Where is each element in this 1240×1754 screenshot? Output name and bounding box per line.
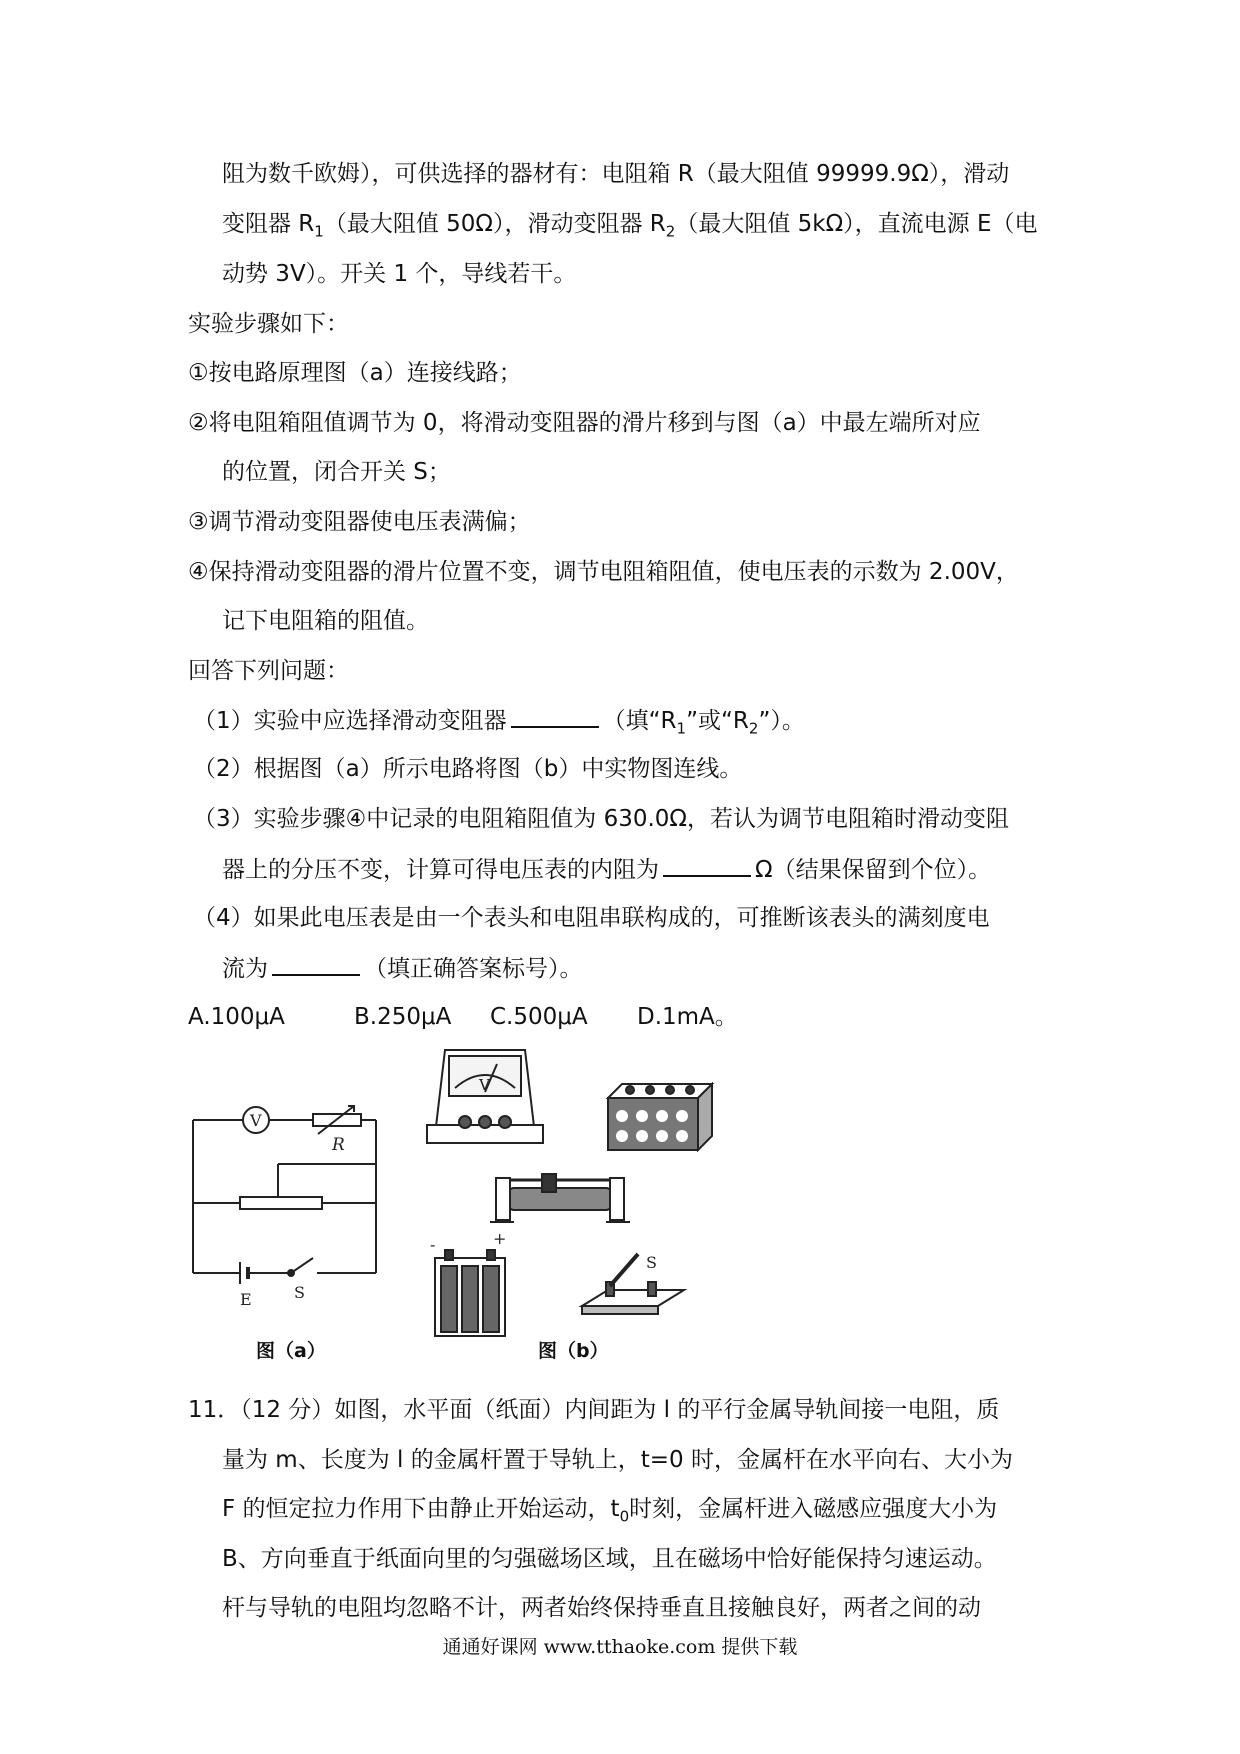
subscript: 1 bbox=[676, 719, 687, 738]
question-3: （3）实验步骤④中记录的电阻箱阻值为 630.0Ω，若认为调节电阻箱时滑动变阻 bbox=[193, 806, 1009, 832]
voltmeter-label: V bbox=[250, 1111, 262, 1130]
text-segment: （填“R bbox=[602, 708, 677, 734]
battery-label: E bbox=[240, 1290, 252, 1309]
option-d: D.1mA。 bbox=[637, 1004, 738, 1030]
text-line bbox=[222, 208, 1038, 248]
figure-b-caption: 图（b） bbox=[538, 1340, 609, 1362]
text-segment: ”）。 bbox=[758, 708, 805, 734]
option-b: B.250μA bbox=[354, 1004, 452, 1030]
problem-11-line: 11．（12 分）如图，水平面（纸面）内间距为 l 的平行金属导轨间接一电阻，质 bbox=[188, 1397, 1000, 1423]
question-1 bbox=[193, 704, 805, 745]
answer-blank-4[interactable] bbox=[272, 952, 360, 976]
battery-minus-label: - bbox=[430, 1235, 436, 1254]
figure-a-caption: 图（a） bbox=[256, 1340, 326, 1362]
switch-label: S bbox=[294, 1283, 305, 1302]
subscript: 1 bbox=[314, 222, 324, 241]
voltmeter-apparatus bbox=[425, 1040, 545, 1150]
text-line: 回答下列问题： bbox=[188, 658, 349, 684]
text-line: 阻为数千欧姆），可供选择的器材有：电阻箱 R（最大阻值 99999.9Ω），滑动 bbox=[222, 161, 1010, 187]
answer-blank-3[interactable] bbox=[663, 853, 751, 877]
text-segment: （最大阻值 50Ω），滑动变阻器 R bbox=[323, 211, 666, 237]
text-line: ④保持滑动变阻器的滑片位置不变，调节电阻箱阻值，使电压表的示数为 2.00V， bbox=[188, 559, 1019, 585]
resistor-box-label: R bbox=[332, 1135, 345, 1155]
text-line: 动势 3V）。开关 1 个，导线若干。 bbox=[222, 261, 577, 287]
text-segment: 器上的分压不变，计算可得电压表的内阻为 bbox=[222, 857, 659, 883]
text-segment: （填正确答案标号）。 bbox=[364, 956, 583, 982]
problem-11-line: 杆与导轨的电阻均忽略不计，两者始终保持垂直且接触良好，两者之间的动 bbox=[222, 1595, 981, 1621]
text-segment: 变阻器 R bbox=[222, 211, 315, 237]
text-line: ③调节滑动变阻器使电压表满偏； bbox=[188, 509, 531, 535]
problem-11-line: B、方向垂直于纸面向里的匀强磁场区域，且在磁场中恰好能保持匀速运动。 bbox=[222, 1546, 997, 1572]
battery-apparatus bbox=[425, 1229, 515, 1342]
text-segment: （1）实验中应选择滑动变阻器 bbox=[193, 708, 507, 734]
text-line: 记下电阻箱的阻值。 bbox=[222, 608, 429, 634]
question-4: （4）如果此电压表是由一个表头和电阻串联构成的，可推断该表头的满刻度电 bbox=[193, 905, 990, 931]
text-line: ②将电阻箱阻值调节为 0，将滑动变阻器的滑片移到与图（a）中最左端所对应 bbox=[188, 410, 981, 436]
text-line: 实验步骤如下： bbox=[188, 311, 349, 337]
resistance-box-apparatus bbox=[600, 1078, 720, 1158]
text-line: ①按电路原理图（a）连接线路； bbox=[188, 360, 522, 386]
answer-blank-1[interactable] bbox=[511, 704, 599, 728]
option-c: C.500μA bbox=[490, 1004, 588, 1030]
switch-apparatus-label: S bbox=[646, 1253, 657, 1272]
text-segment: （最大阻值 5kΩ），直流电源 E（电 bbox=[675, 211, 1038, 237]
problem-11-line: 量为 m、长度为 l 的金属杆置于导轨上，t=0 时，金属杆在水平向右、大小为 bbox=[222, 1447, 1013, 1473]
slide-rheostat-apparatus bbox=[490, 1168, 630, 1228]
page-footer: 通通好课网 www.tthaoke.com 提供下载 bbox=[442, 1636, 798, 1658]
option-a: A.100μA bbox=[188, 1004, 285, 1030]
knife-switch-apparatus bbox=[578, 1248, 688, 1328]
question-4-cont bbox=[222, 952, 583, 985]
problem-11-line bbox=[222, 1493, 997, 1533]
question-2: （2）根据图（a）所示电路将图（b）中实物图连线。 bbox=[193, 756, 743, 782]
subscript: 2 bbox=[748, 719, 759, 738]
question-3-cont bbox=[222, 853, 991, 886]
subscript: 0 bbox=[619, 1507, 630, 1526]
text-segment: 时刻，金属杆进入磁感应强度大小为 bbox=[629, 1496, 998, 1522]
subscript: 2 bbox=[665, 222, 676, 241]
text-segment: 流为 bbox=[222, 956, 268, 982]
voltmeter-dial-label: V bbox=[479, 1076, 490, 1094]
text-segment: ”或“R bbox=[686, 708, 749, 734]
text-segment: Ω（结果保留到个位）。 bbox=[755, 857, 992, 883]
text-line: 的位置，闭合开关 S； bbox=[222, 459, 451, 485]
battery-plus-label: + bbox=[493, 1229, 507, 1248]
text-segment: F 的恒定拉力作用下由静止开始运动，t bbox=[222, 1496, 620, 1522]
circuit-diagram-a bbox=[188, 1102, 388, 1309]
